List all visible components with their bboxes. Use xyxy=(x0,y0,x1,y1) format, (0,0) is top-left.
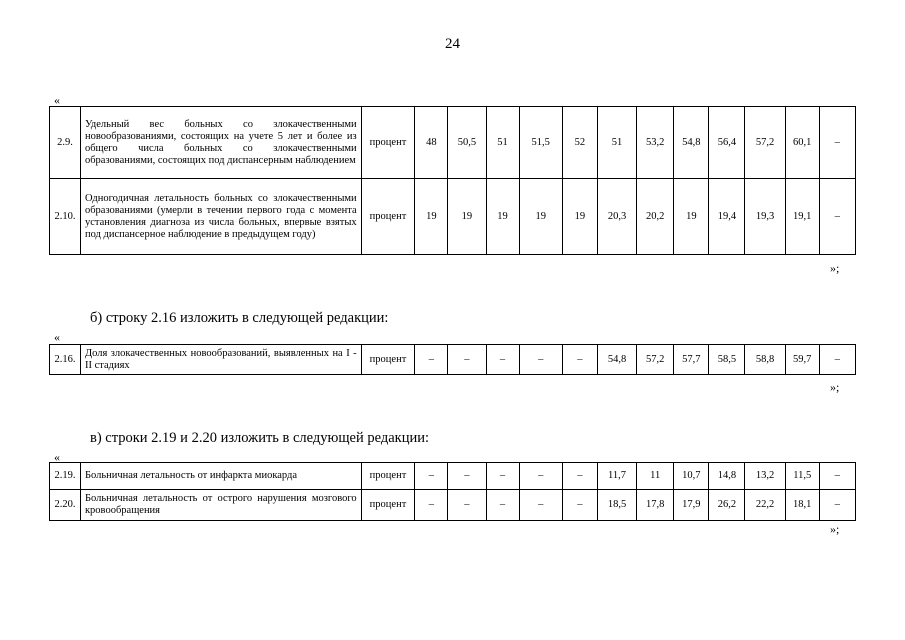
value-cell: 51 xyxy=(486,107,519,179)
value-cell: 57,7 xyxy=(674,345,709,375)
value-cell: – xyxy=(415,345,448,375)
table-row xyxy=(50,179,856,255)
value-cell: 54,8 xyxy=(597,345,636,375)
close-quote: »; xyxy=(830,380,840,394)
value-cell: 19 xyxy=(486,179,519,255)
value-cell: 11,7 xyxy=(597,463,636,490)
indicator-table xyxy=(49,344,856,375)
row-number-cell: 2.20. xyxy=(50,490,81,521)
value-cell: 11,5 xyxy=(785,463,819,490)
close-quote: »; xyxy=(830,522,840,536)
value-cell: 11 xyxy=(637,463,674,490)
indicator-description-cell: Больничная летальность от инфаркта миокарда xyxy=(80,463,361,490)
value-cell: 58,5 xyxy=(709,345,745,375)
page-number: 24 xyxy=(445,36,460,52)
value-cell: – xyxy=(486,463,519,490)
open-quote: « xyxy=(54,330,60,344)
value-cell: – xyxy=(819,490,855,521)
value-cell: 19 xyxy=(562,179,597,255)
table-row xyxy=(50,107,856,179)
value-cell: – xyxy=(415,463,448,490)
unit-cell: процент xyxy=(361,107,415,179)
row-number-cell: 2.19. xyxy=(50,463,81,490)
indicator-table xyxy=(49,462,856,521)
table-row xyxy=(50,463,856,490)
value-cell: 22,2 xyxy=(745,490,785,521)
value-cell: 13,2 xyxy=(745,463,785,490)
value-cell: – xyxy=(562,490,597,521)
unit-cell: процент xyxy=(361,345,415,375)
value-cell: 50,5 xyxy=(448,107,486,179)
value-cell: 19,1 xyxy=(785,179,819,255)
value-cell: – xyxy=(415,490,448,521)
value-cell: 19,4 xyxy=(709,179,745,255)
value-cell: 19 xyxy=(415,179,448,255)
value-cell: 10,7 xyxy=(674,463,709,490)
open-quote: « xyxy=(54,450,60,464)
value-cell: 19,3 xyxy=(745,179,785,255)
value-cell: – xyxy=(519,490,562,521)
table-row xyxy=(50,490,856,521)
value-cell: 19 xyxy=(674,179,709,255)
value-cell: 51 xyxy=(597,107,636,179)
value-cell: – xyxy=(819,463,855,490)
row-number-cell: 2.16. xyxy=(50,345,81,375)
row-number-cell: 2.10. xyxy=(50,179,81,255)
value-cell: – xyxy=(819,345,855,375)
indicator-table xyxy=(49,106,856,255)
section-heading: в) строки 2.19 и 2.20 изложить в следующей редакции: xyxy=(90,430,430,446)
value-cell: 51,5 xyxy=(519,107,562,179)
row-number-cell: 2.9. xyxy=(50,107,81,179)
value-cell: 57,2 xyxy=(745,107,785,179)
value-cell: – xyxy=(562,345,597,375)
value-cell: – xyxy=(519,345,562,375)
value-cell: 48 xyxy=(415,107,448,179)
value-cell: 19 xyxy=(519,179,562,255)
value-cell: – xyxy=(486,490,519,521)
value-cell: 26,2 xyxy=(709,490,745,521)
value-cell: 52 xyxy=(562,107,597,179)
value-cell: 18,1 xyxy=(785,490,819,521)
indicator-description-cell: Больничная летальность от острого нарушения мозгового кровообращения xyxy=(80,490,361,521)
value-cell: – xyxy=(486,345,519,375)
value-cell: – xyxy=(448,463,486,490)
value-cell: 18,5 xyxy=(597,490,636,521)
unit-cell: процент xyxy=(361,179,415,255)
close-quote: »; xyxy=(830,261,840,275)
value-cell: 53,2 xyxy=(637,107,674,179)
value-cell: – xyxy=(562,463,597,490)
value-cell: 19 xyxy=(448,179,486,255)
unit-cell: процент xyxy=(361,490,415,521)
value-cell: – xyxy=(819,107,855,179)
value-cell: 14,8 xyxy=(709,463,745,490)
indicator-description-cell: Удельный вес больных со злокачественными новообразованиями, состоящих на учете 5 лет и более из общего числа больных со злокачественными образованиями, состоящих под диспансерным наблюдением xyxy=(80,107,361,179)
value-cell: – xyxy=(448,345,486,375)
section-heading: б) строку 2.16 изложить в следующей редакции: xyxy=(90,310,389,326)
value-cell: 59,7 xyxy=(785,345,819,375)
value-cell: 54,8 xyxy=(674,107,709,179)
unit-cell: процент xyxy=(361,463,415,490)
value-cell: 58,8 xyxy=(745,345,785,375)
value-cell: – xyxy=(519,463,562,490)
indicator-description-cell: Доля злокачественных новообразований, выявленных на I - II стадиях xyxy=(80,345,361,375)
value-cell: – xyxy=(448,490,486,521)
value-cell: 17,8 xyxy=(637,490,674,521)
value-cell: 56,4 xyxy=(709,107,745,179)
value-cell: 60,1 xyxy=(785,107,819,179)
value-cell: 20,3 xyxy=(597,179,636,255)
value-cell: 20,2 xyxy=(637,179,674,255)
indicator-description-cell: Одногодичная летальность больных со злокачественными образованиями (умерли в течении первого года с момента установления диагноза из числа больных, впервые взятых под диспансерное наблюдение в предыдущем году) xyxy=(80,179,361,255)
value-cell: 17,9 xyxy=(674,490,709,521)
table-row xyxy=(50,345,856,375)
value-cell: 57,2 xyxy=(637,345,674,375)
value-cell: – xyxy=(819,179,855,255)
open-quote: « xyxy=(54,93,60,107)
